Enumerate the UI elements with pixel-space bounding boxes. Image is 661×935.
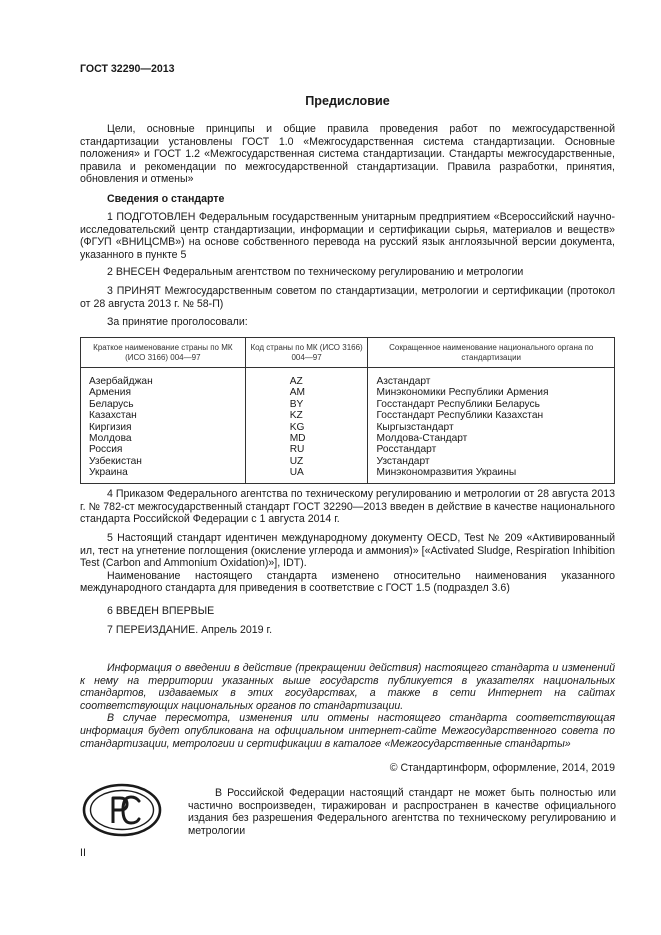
document-id: ГОСТ 32290—2013 (80, 63, 175, 75)
notice-paragraph-2: В случае пересмотра, изменения или отмены настоящего стандарта соответствующая информация будет опубликована на официальном интернет-сайте Межгосударственного совета по стандартизации, метрологии и сертификации в каталоге «Межгосударственные стандарты» (80, 712, 615, 750)
item-2-block (80, 266, 615, 279)
body-cell: Молдова-Стандарт (368, 433, 615, 444)
table-row (81, 410, 615, 421)
code-cell: AM (245, 387, 368, 398)
item-1: 1 ПОДГОТОВЛЕН Федеральным государственным унитарным предприятием «Всероссийский научно-исследовательский центр стандартизации, информации и сертификации сырья, материалов и веществ» (ФГУП «ВНИЦСМВ») на основе собственного перевода на русский язык англоязычной версии документа, указанного в пункте 5 (80, 211, 615, 261)
item-2: 2 ВНЕСЕН Федеральным агентством по техническому регулированию и метрологии (107, 266, 524, 278)
country-cell: Молдова (81, 433, 246, 444)
countries-table (80, 337, 615, 484)
code-cell: UZ (245, 456, 368, 467)
intro-block (80, 123, 615, 186)
country-cell: Украина (81, 467, 246, 483)
code-cell: UA (245, 467, 368, 483)
header-code: Код страны по МК (ИСО 3166) 004—97 (245, 338, 368, 368)
body-cell: Минэкономики Республики Армения (368, 387, 615, 398)
table-row (81, 433, 615, 444)
rights-paragraph: В Российской Федерации настоящий стандарт не может быть полностью или частично воспроизведен, тиражирован и распространен в качестве официального издания без разрешения Федерального агентства по техническому регулированию и метрологии (188, 787, 616, 837)
standard-info-block (80, 193, 615, 206)
country-cell: Казахстан (81, 410, 246, 421)
item-5-block (80, 532, 615, 595)
vote-block (80, 316, 615, 329)
header-body: Сокращенное наименование национального органа по стандартизации (368, 338, 615, 368)
code-cell: MD (245, 433, 368, 444)
page-title: Предисловие (305, 94, 390, 108)
notice-paragraph-1: Информация о введении в действие (прекращении действия) настоящего стандарта и изменений к нему на территории указанных выше государств публикуется в указателях национальных стандартов, издаваемых в этих государствах, а также в сети Интернет на сайтах соответствующих национальных органов по стандартизации. (80, 662, 615, 712)
header-country: Краткое наименование страны по МК (ИСО 3166) 004—97 (81, 338, 246, 368)
item-6-block (80, 605, 615, 618)
table-row (81, 368, 615, 388)
country-cell: Беларусь (81, 399, 246, 410)
table-header-row (81, 338, 615, 368)
item-4-block (80, 488, 615, 526)
code-cell: KG (245, 422, 368, 433)
item-6: 6 ВВЕДЕН ВПЕРВЫЕ (107, 605, 215, 617)
country-cell: Азербайджан (81, 368, 246, 388)
item-5-note: Наименование настоящего стандарта изменено относительно наименования указанного международного стандарта для приведения в соответствие с ГОСТ 1.5 (подраздел 3.6) (80, 569, 615, 595)
notice-block (80, 662, 615, 750)
table-row (81, 422, 615, 433)
code-cell: BY (245, 399, 368, 410)
country-cell: Узбекистан (81, 456, 246, 467)
body-cell: Узстандарт (368, 456, 615, 467)
body-cell: Госстандарт Республики Казахстан (368, 410, 615, 421)
item-7-block (80, 624, 615, 637)
table-row (81, 387, 615, 398)
countries-table-wrap (80, 337, 615, 484)
item-4: 4 Приказом Федерального агентства по техническому регулированию и метрологии от 28 августа 2013 г. № 782-ст межгосударственный стандарт ГОСТ 32290—2013 введен в действие в качестве национального стандарта Российской Федерации с 1 августа 2014 г. (80, 488, 615, 526)
body-cell: Госстандарт Республики Беларусь (368, 399, 615, 410)
body-cell: Минэкономразвития Украины (368, 467, 615, 483)
country-cell: Армения (81, 387, 246, 398)
item-5: 5 Настоящий стандарт идентичен международному документу OECD, Test № 209 «Активированный ил, тест на угнетение поглощения (окисление углерода и аммония)» [«Activated Sludge, Respiration Inhibition Test (Carbon and Ammonium Oxidation)»], IDT). (80, 532, 615, 570)
rst-logo-icon (82, 783, 162, 837)
copyright-line: © Стандартинформ, оформление, 2014, 2019 (389, 762, 615, 774)
body-cell: Кыргызстандарт (368, 422, 615, 433)
body-cell: Росстандарт (368, 444, 615, 455)
section-heading: Сведения о стандарте (107, 193, 225, 205)
item-1-block (80, 211, 615, 261)
item-3: 3 ПРИНЯТ Межгосударственным советом по стандартизации, метрологии и сертификации (протокол от 28 августа 2013 г. № 58-П) (80, 285, 615, 310)
body-cell: Азстандарт (368, 368, 615, 388)
code-cell: RU (245, 444, 368, 455)
item-7: 7 ПЕРЕИЗДАНИЕ. Апрель 2019 г. (107, 624, 273, 636)
vote-caption: За принятие проголосовали: (107, 316, 248, 328)
page-number: II (80, 847, 86, 859)
table-row (81, 444, 615, 455)
code-cell: AZ (245, 368, 368, 388)
intro-paragraph: Цели, основные принципы и общие правила проведения работ по межгосударственной стандартизации установлены ГОСТ 1.0 «Межгосударственная система стандартизации. Основные положения» и ГОСТ 1.2 «Межгосударственная система стандартизации. Стандарты межгосударственные, правила и рекомендации по межгосударственной стандартизации. Правила разработки, принятия, обновления и отмены» (80, 123, 615, 186)
table-row (81, 399, 615, 410)
item-3-block (80, 285, 615, 310)
code-cell: KZ (245, 410, 368, 421)
table-row (81, 456, 615, 467)
country-cell: Киргизия (81, 422, 246, 433)
table-row (81, 467, 615, 483)
country-cell: Россия (81, 444, 246, 455)
